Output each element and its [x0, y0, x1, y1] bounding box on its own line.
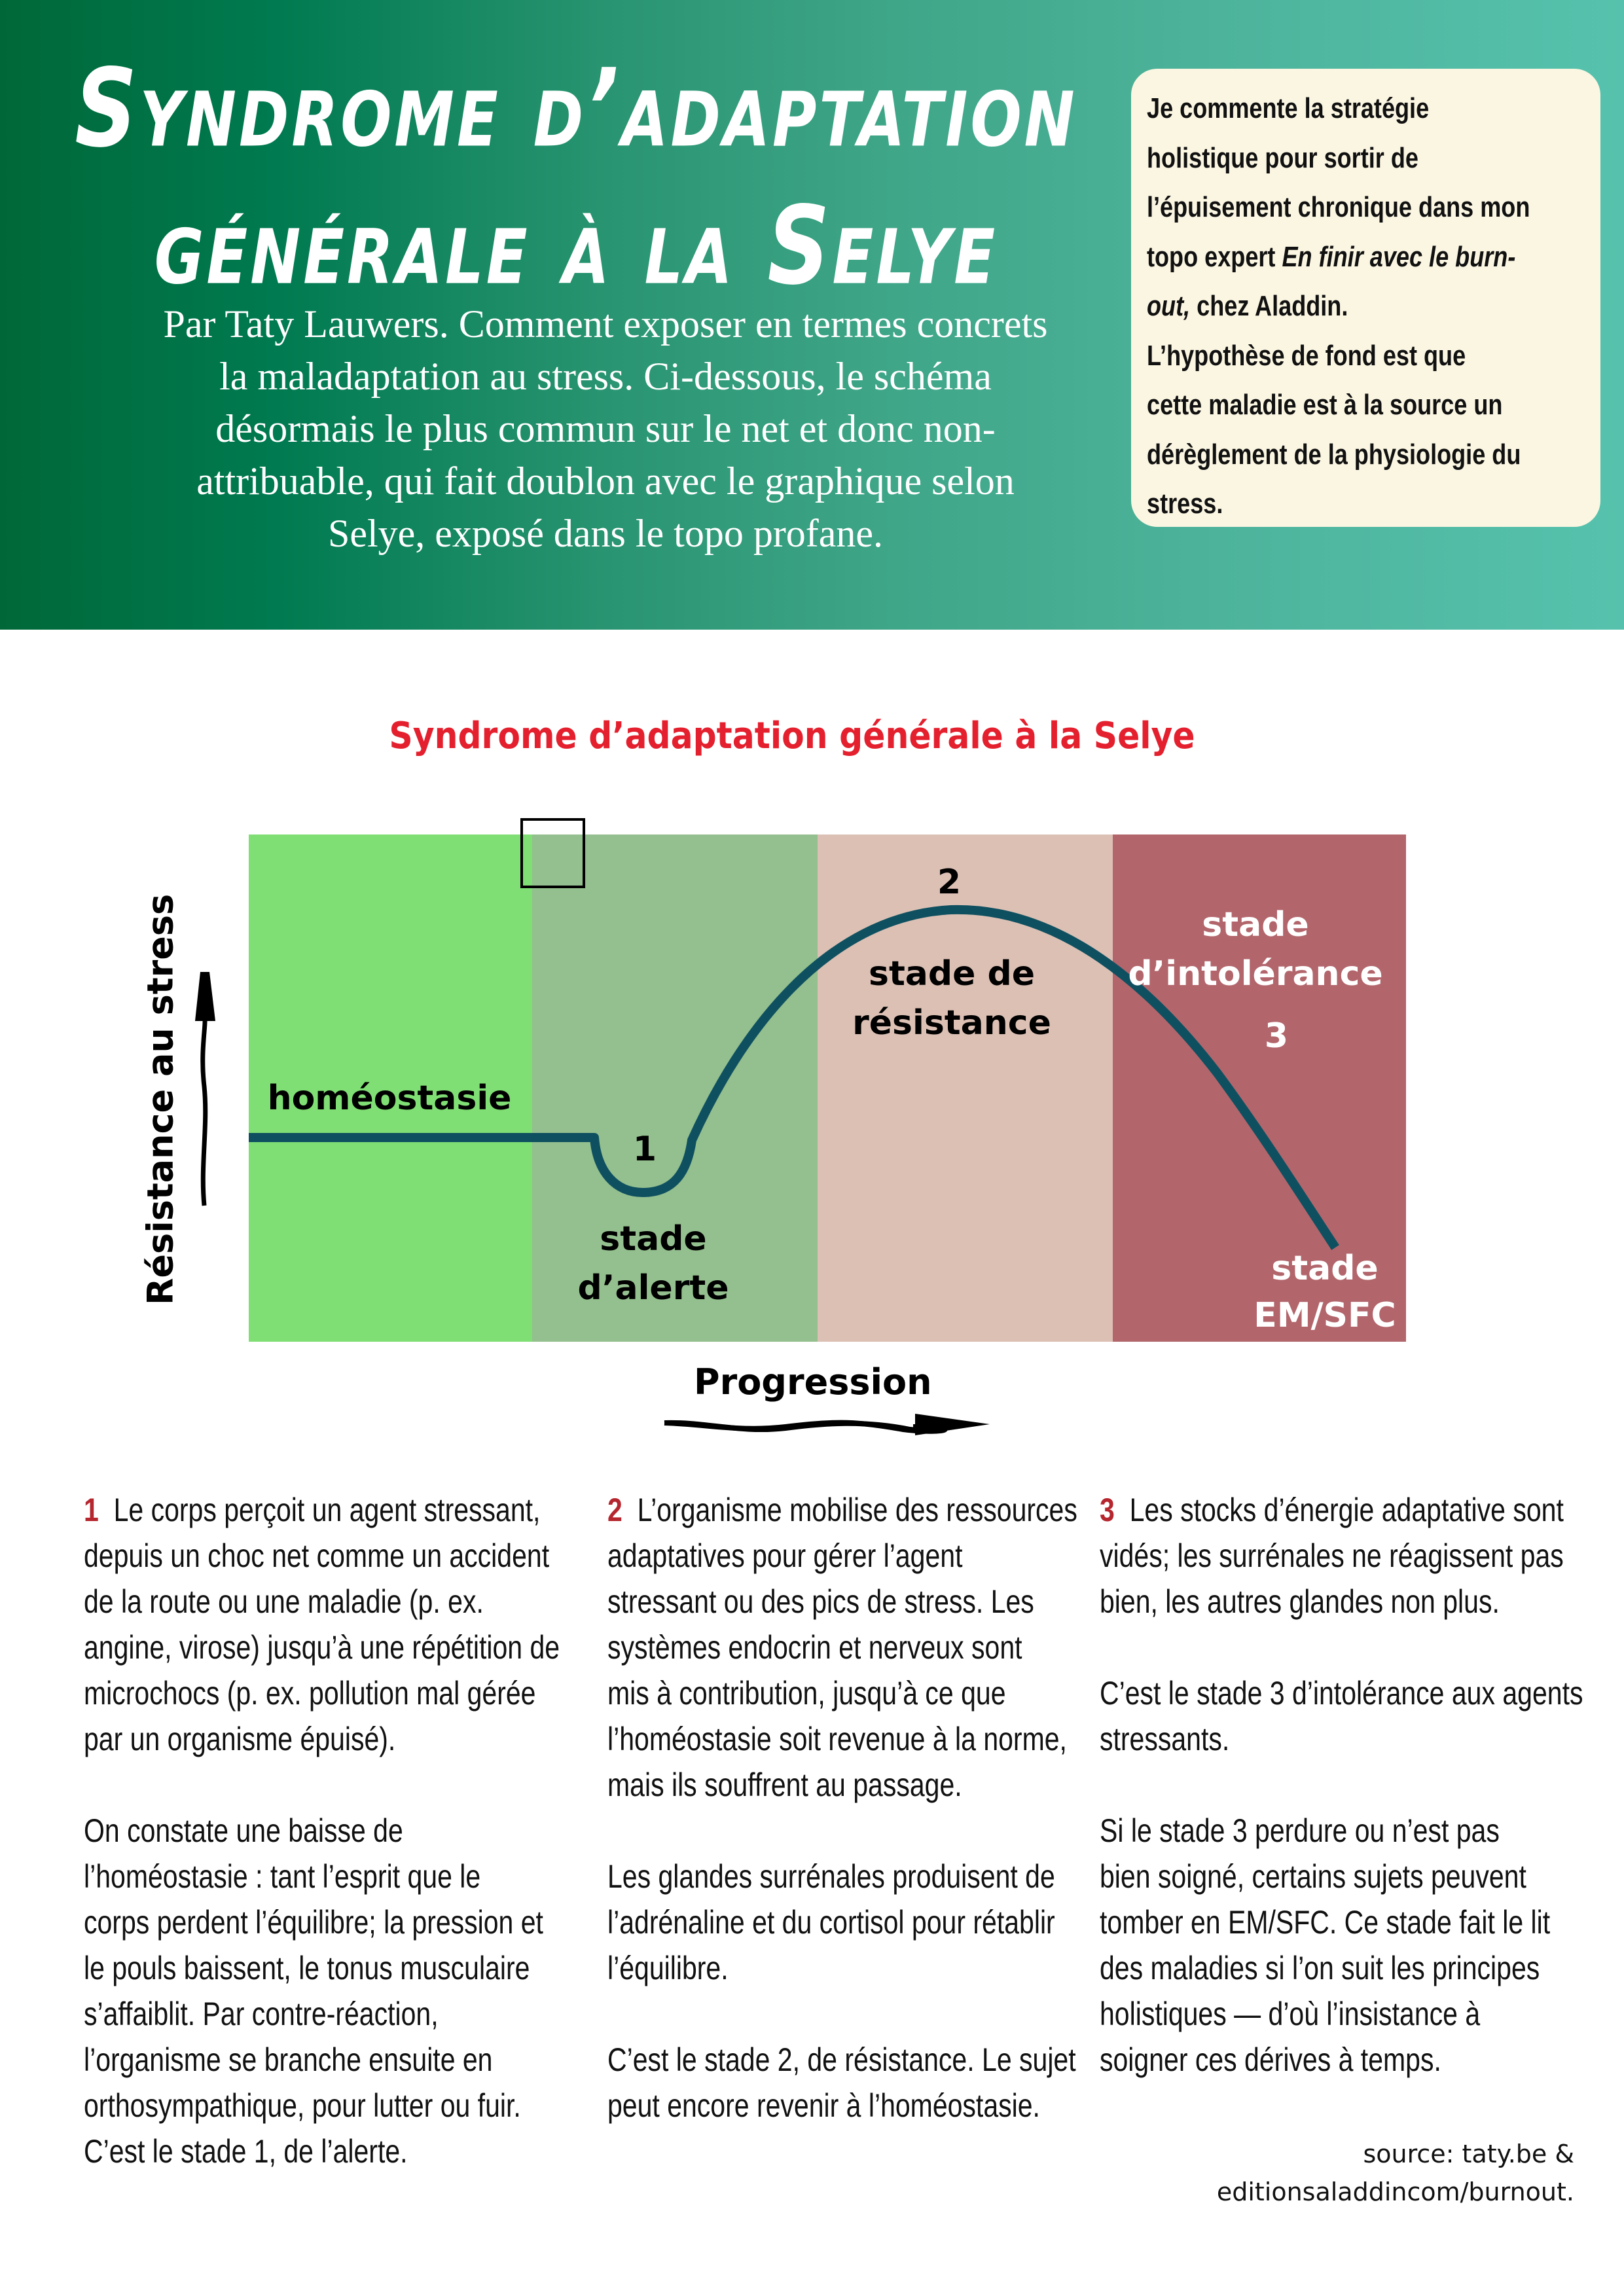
column-text-line [607, 1579, 1077, 1624]
line-text: de la route ou une maladie (p. ex. [84, 1583, 484, 1620]
line-text: systèmes endocrin et nerveux sont [607, 1629, 1022, 1666]
line-text: On constate une baisse de [84, 1812, 403, 1849]
label-alert-line-1: stade [600, 1219, 707, 1259]
y-axis-arrow-shaft [203, 1020, 206, 1206]
callout-text-span: topo expert [1147, 240, 1282, 273]
label-resistance-line-1: stade de [869, 954, 1035, 994]
line-text: microchocs (p. ex. pollution mal gérée [84, 1675, 536, 1712]
line-text: soigner ces dérives à temps. [1100, 2041, 1441, 2078]
x-axis-label: Progression [694, 1361, 932, 1403]
line-text: Les glandes surrénales produisent de [607, 1858, 1055, 1895]
column-stage-1 [84, 1487, 664, 2174]
callout-line: L’hypothèse de fond est que [1147, 339, 1466, 372]
paragraph-gap [1100, 1762, 1624, 1808]
source-line-1: source: taty.be & [1363, 2140, 1574, 2168]
line-text: l’homéostasie soit revenue à la norme, [607, 1721, 1067, 1757]
column-text-line [607, 2037, 1077, 2083]
spacer [623, 1492, 638, 1528]
label-emsfc-line-2: EM/SFC [1254, 1296, 1396, 1335]
line-text: bien, les autres glandes non plus. [1100, 1583, 1500, 1620]
stage-marker-3: 3 [1264, 1016, 1289, 1056]
line-text: C’est le stade 3 d’intolérance aux agents [1100, 1675, 1583, 1712]
callout-line: stress. [1147, 488, 1223, 520]
column-text-line [84, 1808, 560, 1854]
spacer [99, 1492, 114, 1528]
line-text: depuis un choc net comme un accident [84, 1537, 550, 1574]
line-text: stressant ou des pics de stress. Les [607, 1583, 1034, 1620]
column-text-line [1100, 1716, 1583, 1762]
paragraph-gap [607, 1991, 1180, 2037]
column-text-line [84, 1624, 560, 1670]
column-stage-3 [1100, 1487, 1624, 2083]
stage-number: 1 [84, 1492, 99, 1528]
line-text: vidés; les surrénales ne réagissent pas [1100, 1537, 1564, 1574]
line-text: angine, virose) jusqu’à une répétition de [84, 1629, 560, 1666]
intro-line: Selye, exposé dans le topo profane. [327, 512, 884, 555]
line-text: C’est le stade 1, de l’alerte. [84, 2133, 408, 2170]
stage-marker-1: 1 [632, 1130, 657, 1169]
intro-line: la maladaptation au stress. Ci-dessous, le schéma [219, 355, 992, 398]
column-text-line [1100, 1991, 1583, 2037]
label-emsfc-line-1: stade [1271, 1249, 1379, 1288]
line-text: adaptatives pour gérer l’agent [607, 1537, 963, 1574]
line-text: des maladies si l’on suit les principes [1100, 1950, 1540, 1986]
column-text-line [1100, 1854, 1583, 1899]
column-text-line [607, 1670, 1077, 1716]
paragraph-gap [607, 1808, 1180, 1854]
column-text-line [1100, 1899, 1583, 1945]
column-text-line [1100, 1945, 1583, 1991]
line-text: orthosympathique, pour lutter ou fuir. [84, 2087, 521, 2124]
label-homeostasie: homéostasie [267, 1079, 512, 1118]
column-text-line [607, 1716, 1077, 1762]
column-text-line [607, 1624, 1077, 1670]
page-title-line-1: Syndrome d’adaptation [75, 46, 1077, 172]
stage-marker-2: 2 [937, 863, 962, 902]
line-text: l’équilibre. [607, 1950, 729, 1986]
label-intolerance-line-1: stade [1202, 905, 1309, 944]
diagram-title: Syndrome d’adaptation générale à la Selye [389, 715, 1195, 757]
line-text: mis à contribution, jusqu’à ce que [607, 1675, 1006, 1712]
spacer [1115, 1492, 1130, 1528]
book-title-part-2: out, [1147, 290, 1191, 322]
line-text: holistiques — d’où l’insistance à [1100, 1996, 1481, 2032]
column-text-line [1100, 1579, 1583, 1624]
line-text: l’adrénaline et du cortisol pour rétablir [607, 1904, 1055, 1941]
column-text-line [84, 1579, 560, 1624]
column-text-line [1100, 1670, 1583, 1716]
line-text: C’est le stade 2, de résistance. Le sujet [607, 2041, 1076, 2078]
intro-line: attribuable, qui fait doublon avec le graphique selon [196, 459, 1015, 503]
column-text-line [84, 1487, 560, 1533]
column-text-line [607, 1854, 1077, 1899]
column-text-line [1100, 1533, 1583, 1579]
callout-text-span: chez Aladdin. [1190, 290, 1348, 322]
line-text: Les stocks d’énergie adaptative sont [1129, 1492, 1564, 1528]
line-text: s’affaiblit. Par contre-réaction, [84, 1996, 439, 2032]
book-title-part-1: En finir avec le burn- [1282, 240, 1516, 273]
line-text: l’organisme se branche ensuite en [84, 2041, 493, 2078]
paragraph-gap [84, 1762, 664, 1808]
line-text: Si le stade 3 perdure ou n’est pas [1100, 1812, 1500, 1849]
column-text-line [84, 1533, 560, 1579]
column-text-line [84, 2037, 560, 2083]
source-line-2: editionsaladdincom/burnout. [1216, 2178, 1574, 2206]
column-text-line [84, 1716, 560, 1762]
callout-line: Je commente la stratégie [1147, 92, 1430, 124]
column-text-line [84, 1899, 560, 1945]
label-resistance-line-2: résistance [852, 1003, 1051, 1043]
callout-line: dérèglement de la physiologie du [1147, 438, 1521, 471]
y-axis-arrow-head [195, 972, 215, 1021]
x-axis-arrow-shaft-2 [664, 1423, 943, 1430]
column-text-line [84, 1854, 560, 1899]
paragraph-gap [1100, 1624, 1624, 1670]
column-text-line [607, 1533, 1077, 1579]
line-text: l’homéostasie : tant l’esprit que le [84, 1858, 481, 1895]
line-text: le pouls baissent, le tonus musculaire [84, 1950, 530, 1986]
column-text-line [1100, 1808, 1583, 1854]
page-title-line-2: générale à la Selye [154, 183, 998, 310]
label-intolerance-line-2: d’intolérance [1128, 954, 1383, 994]
line-text: Le corps perçoit un agent stressant, [113, 1492, 541, 1528]
line-text: tomber en EM/SFC. Ce stade fait le lit [1100, 1904, 1551, 1941]
column-text-line [607, 1945, 1077, 1991]
line-text: mais ils souffrent au passage. [607, 1767, 962, 1803]
intro-line: désormais le plus commun sur le net et donc non- [215, 407, 996, 450]
callout-line: l’épuisement chronique dans mon [1147, 191, 1530, 223]
column-text-line [84, 1945, 560, 1991]
column-stage-2 [607, 1487, 1180, 2128]
line-text: stressants. [1100, 1721, 1230, 1757]
column-text-line [607, 1487, 1077, 1533]
y-axis-label-text: Résistance au stress [139, 893, 181, 1306]
line-text: L’organisme mobilise des ressources [637, 1492, 1077, 1528]
callout-line: holistique pour sortir de [1147, 141, 1418, 174]
column-text-line [1100, 2037, 1583, 2083]
line-text: corps perdent l’équilibre; la pression et [84, 1904, 543, 1941]
source-credit [1217, 2135, 1574, 2211]
column-text-line [607, 1762, 1077, 1808]
column-text-line [84, 2128, 560, 2174]
column-text-line [84, 2083, 560, 2128]
column-text-line [607, 1899, 1077, 1945]
column-text-line [84, 1991, 560, 2037]
line-text: peut encore revenir à l’homéostasie. [607, 2087, 1040, 2124]
column-text-line [84, 1670, 560, 1716]
intro-line: Par Taty Lauwers. Comment exposer en termes concrets [163, 302, 1048, 346]
line-text: bien soigné, certains sujets peuvent [1100, 1858, 1526, 1895]
x-axis-arrow-head [915, 1414, 990, 1435]
column-text-line [1100, 1487, 1583, 1533]
label-alert-line-2: d’alerte [577, 1268, 729, 1308]
stage-number: 2 [607, 1492, 623, 1528]
line-text: par un organisme épuisé). [84, 1721, 396, 1757]
column-text-line [607, 2083, 1077, 2128]
callout-line: cette maladie est à la source un [1147, 389, 1503, 421]
stage-number: 3 [1100, 1492, 1115, 1528]
